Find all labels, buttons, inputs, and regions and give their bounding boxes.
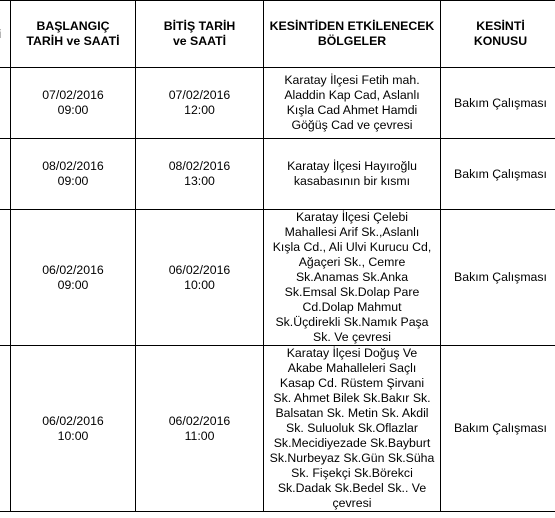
regions-cell: Karatay İlçesi Hayıroğlu kasabasının bir kısmı	[264, 139, 441, 210]
end-datetime-cell: 06/02/2016 11:00	[136, 346, 264, 512]
topic-cell: Bakım Çalışması	[441, 68, 555, 139]
row-stub-cell	[0, 210, 11, 346]
header-stub	[0, 1, 11, 68]
table-row	[0, 68, 555, 139]
table-row	[0, 346, 555, 512]
header-end-datetime: BİTİŞ TARİH ve SAATİ	[136, 1, 264, 68]
regions-cell: Karatay İlçesi Fetih mah. Aladdin Kap Cad, Aslanlı Kışla Cad Ahmet Hamdi Göğüş Cad ve çevresi	[264, 68, 441, 139]
topic-cell: Bakım Çalışması	[441, 210, 555, 346]
topic-cell: Bakım Çalışması	[441, 139, 555, 210]
regions-cell: Karatay İlçesi Doğuş Ve Akabe Mahalleleri Saçlı Kasap Cd. Rüstem Şirvani Sk. Ahmet Bilek Sk.Bakır Sk. Balsatan Sk. Metin Sk. Akdil Sk. Suluoluk Sk.Oflazlar Sk.Mecidiyezade Sk.Bayburt Sk.Nurbeyaz Sk.Gün Sk.Süha Sk. Fişekçi Sk.Börekci Sk.Dadak Sk.Bedel Sk.. Ve çevresi	[264, 346, 441, 512]
header-row	[0, 1, 555, 68]
row-stub-cell	[0, 346, 11, 512]
table-row	[0, 210, 555, 346]
start-datetime-cell: 08/02/2016 09:00	[11, 139, 136, 210]
table-row	[0, 139, 555, 210]
row-stub-cell	[0, 68, 11, 139]
row-stub-cell	[0, 139, 11, 210]
start-datetime-cell: 07/02/2016 09:00	[11, 68, 136, 139]
header-affected-regions: KESİNTİDEN ETKİLENECEK BÖLGELER	[264, 1, 441, 68]
start-datetime-cell: 06/02/2016 09:00	[11, 210, 136, 346]
topic-cell: Bakım Çalışması	[441, 346, 555, 512]
start-datetime-cell: 06/02/2016 10:00	[11, 346, 136, 512]
regions-cell: Karatay İlçesi Çelebi Mahallesi Arif Sk.,Aslanlı Kışla Cd., Ali Ulvi Kurucu Cd, Ağaçeri Sk., Cemre Sk.Anamas Sk.Anka Sk.Emsal Sk.Dolap Pare Cd.Dolap Mahmut Sk.Üçdirekli Sk.Namık Paşa Sk. Ve çevresi	[264, 210, 441, 346]
end-datetime-cell: 08/02/2016 13:00	[136, 139, 264, 210]
end-datetime-cell: 06/02/2016 10:00	[136, 210, 264, 346]
header-outage-topic: KESİNTİ KONUSU	[441, 1, 555, 68]
end-datetime-cell: 07/02/2016 12:00	[136, 68, 264, 139]
header-start-datetime: BAŞLANGIÇ TARİH ve SAATİ	[11, 1, 136, 68]
